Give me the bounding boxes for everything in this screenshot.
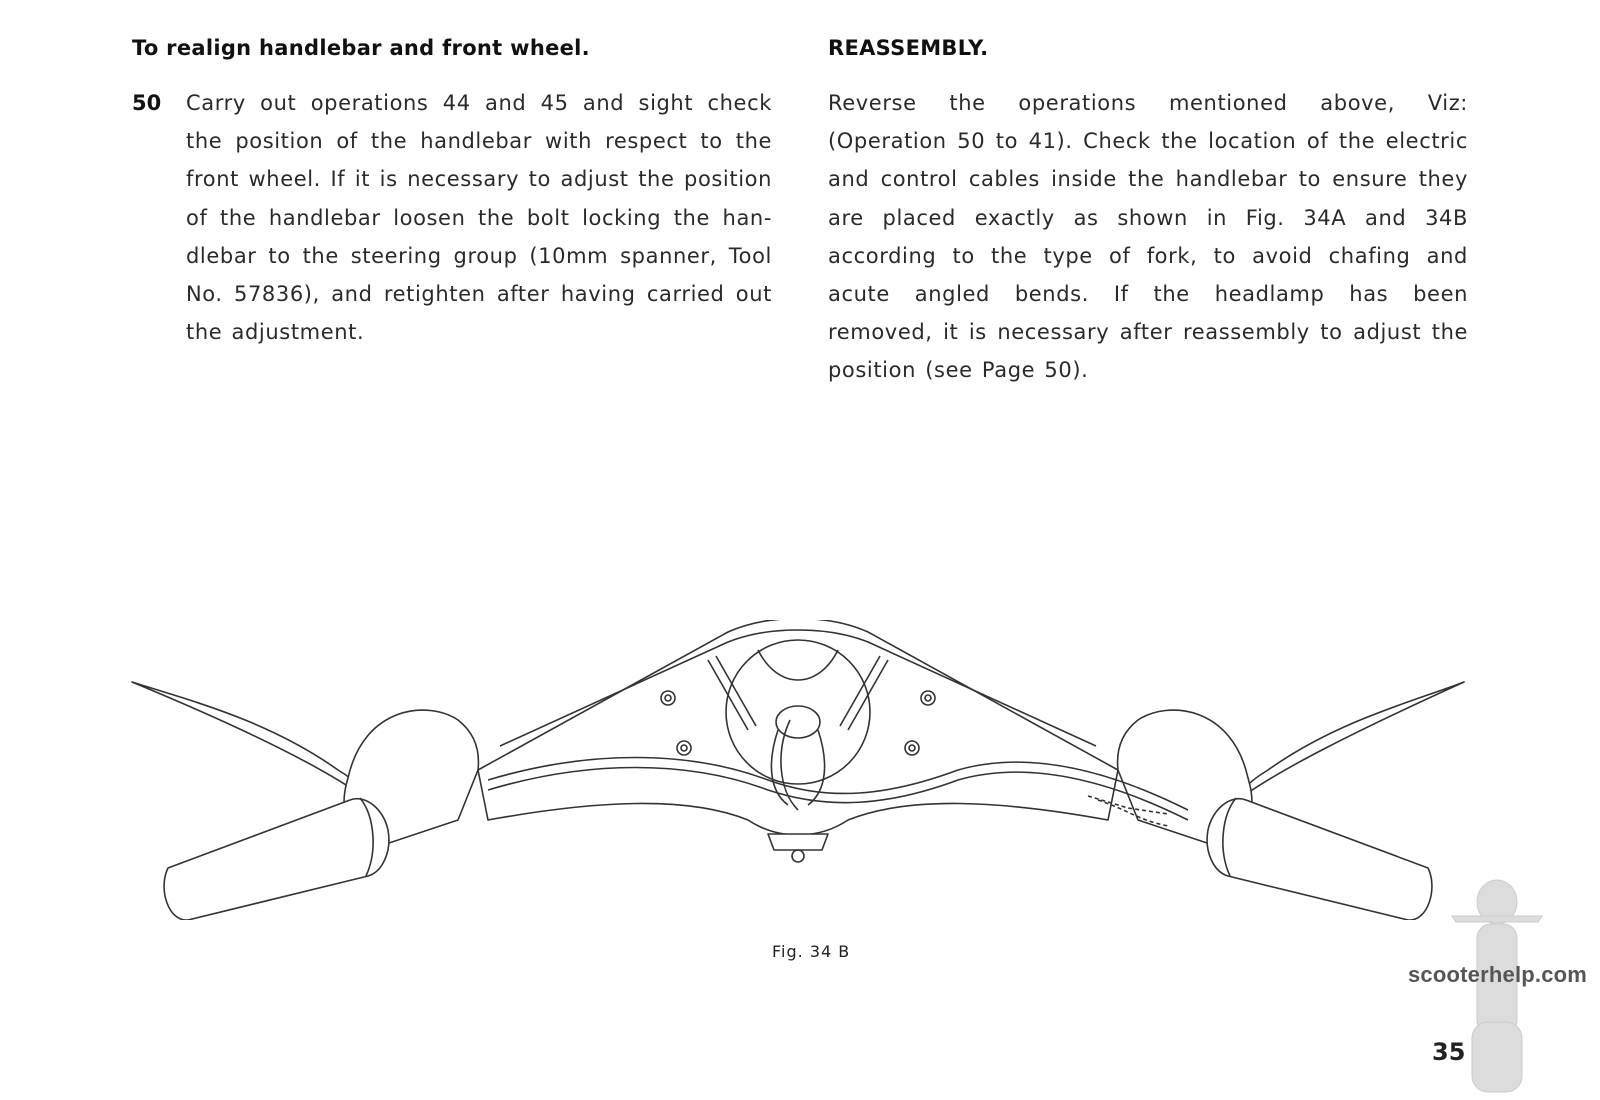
section-heading-reassembly: REASSEMBLY. [828, 36, 989, 60]
reassembly-text: Reverse the operations mentioned above, Viz: (Operation 50 to 41). Check the location of the electric and control cables inside the handlebar to ensure they are placed exactly as shown in Fig. 34A and 34B according to the type of fork, to avoid chafing and acute angled bends. If the headlamp has been removed, it is necessary after reassembly to adjust the position (see Page 50). [828, 91, 1468, 383]
operation-50 [132, 84, 772, 351]
operation-text: Carry out operations 44 and 45 and sight check the position of the handlebar with respect to the front wheel. If it is necessary to adjust the position of the handlebar loosen the bolt locking the han-dlebar to the steering group (10mm spanner, Tool No. 57836), and retighten after having carried out the adjustment. [186, 91, 772, 345]
watermark-text: scooterhelp.com [1408, 962, 1588, 987]
section-heading-realign: To realign handlebar and front wheel. [132, 36, 590, 60]
left-column [132, 36, 772, 351]
handlebar-diagram [128, 620, 1468, 920]
page-number: 35 [1432, 1038, 1466, 1066]
operation-number: 50 [132, 91, 162, 115]
figure-caption: Fig. 34 B [772, 942, 851, 961]
right-column [828, 36, 1468, 390]
